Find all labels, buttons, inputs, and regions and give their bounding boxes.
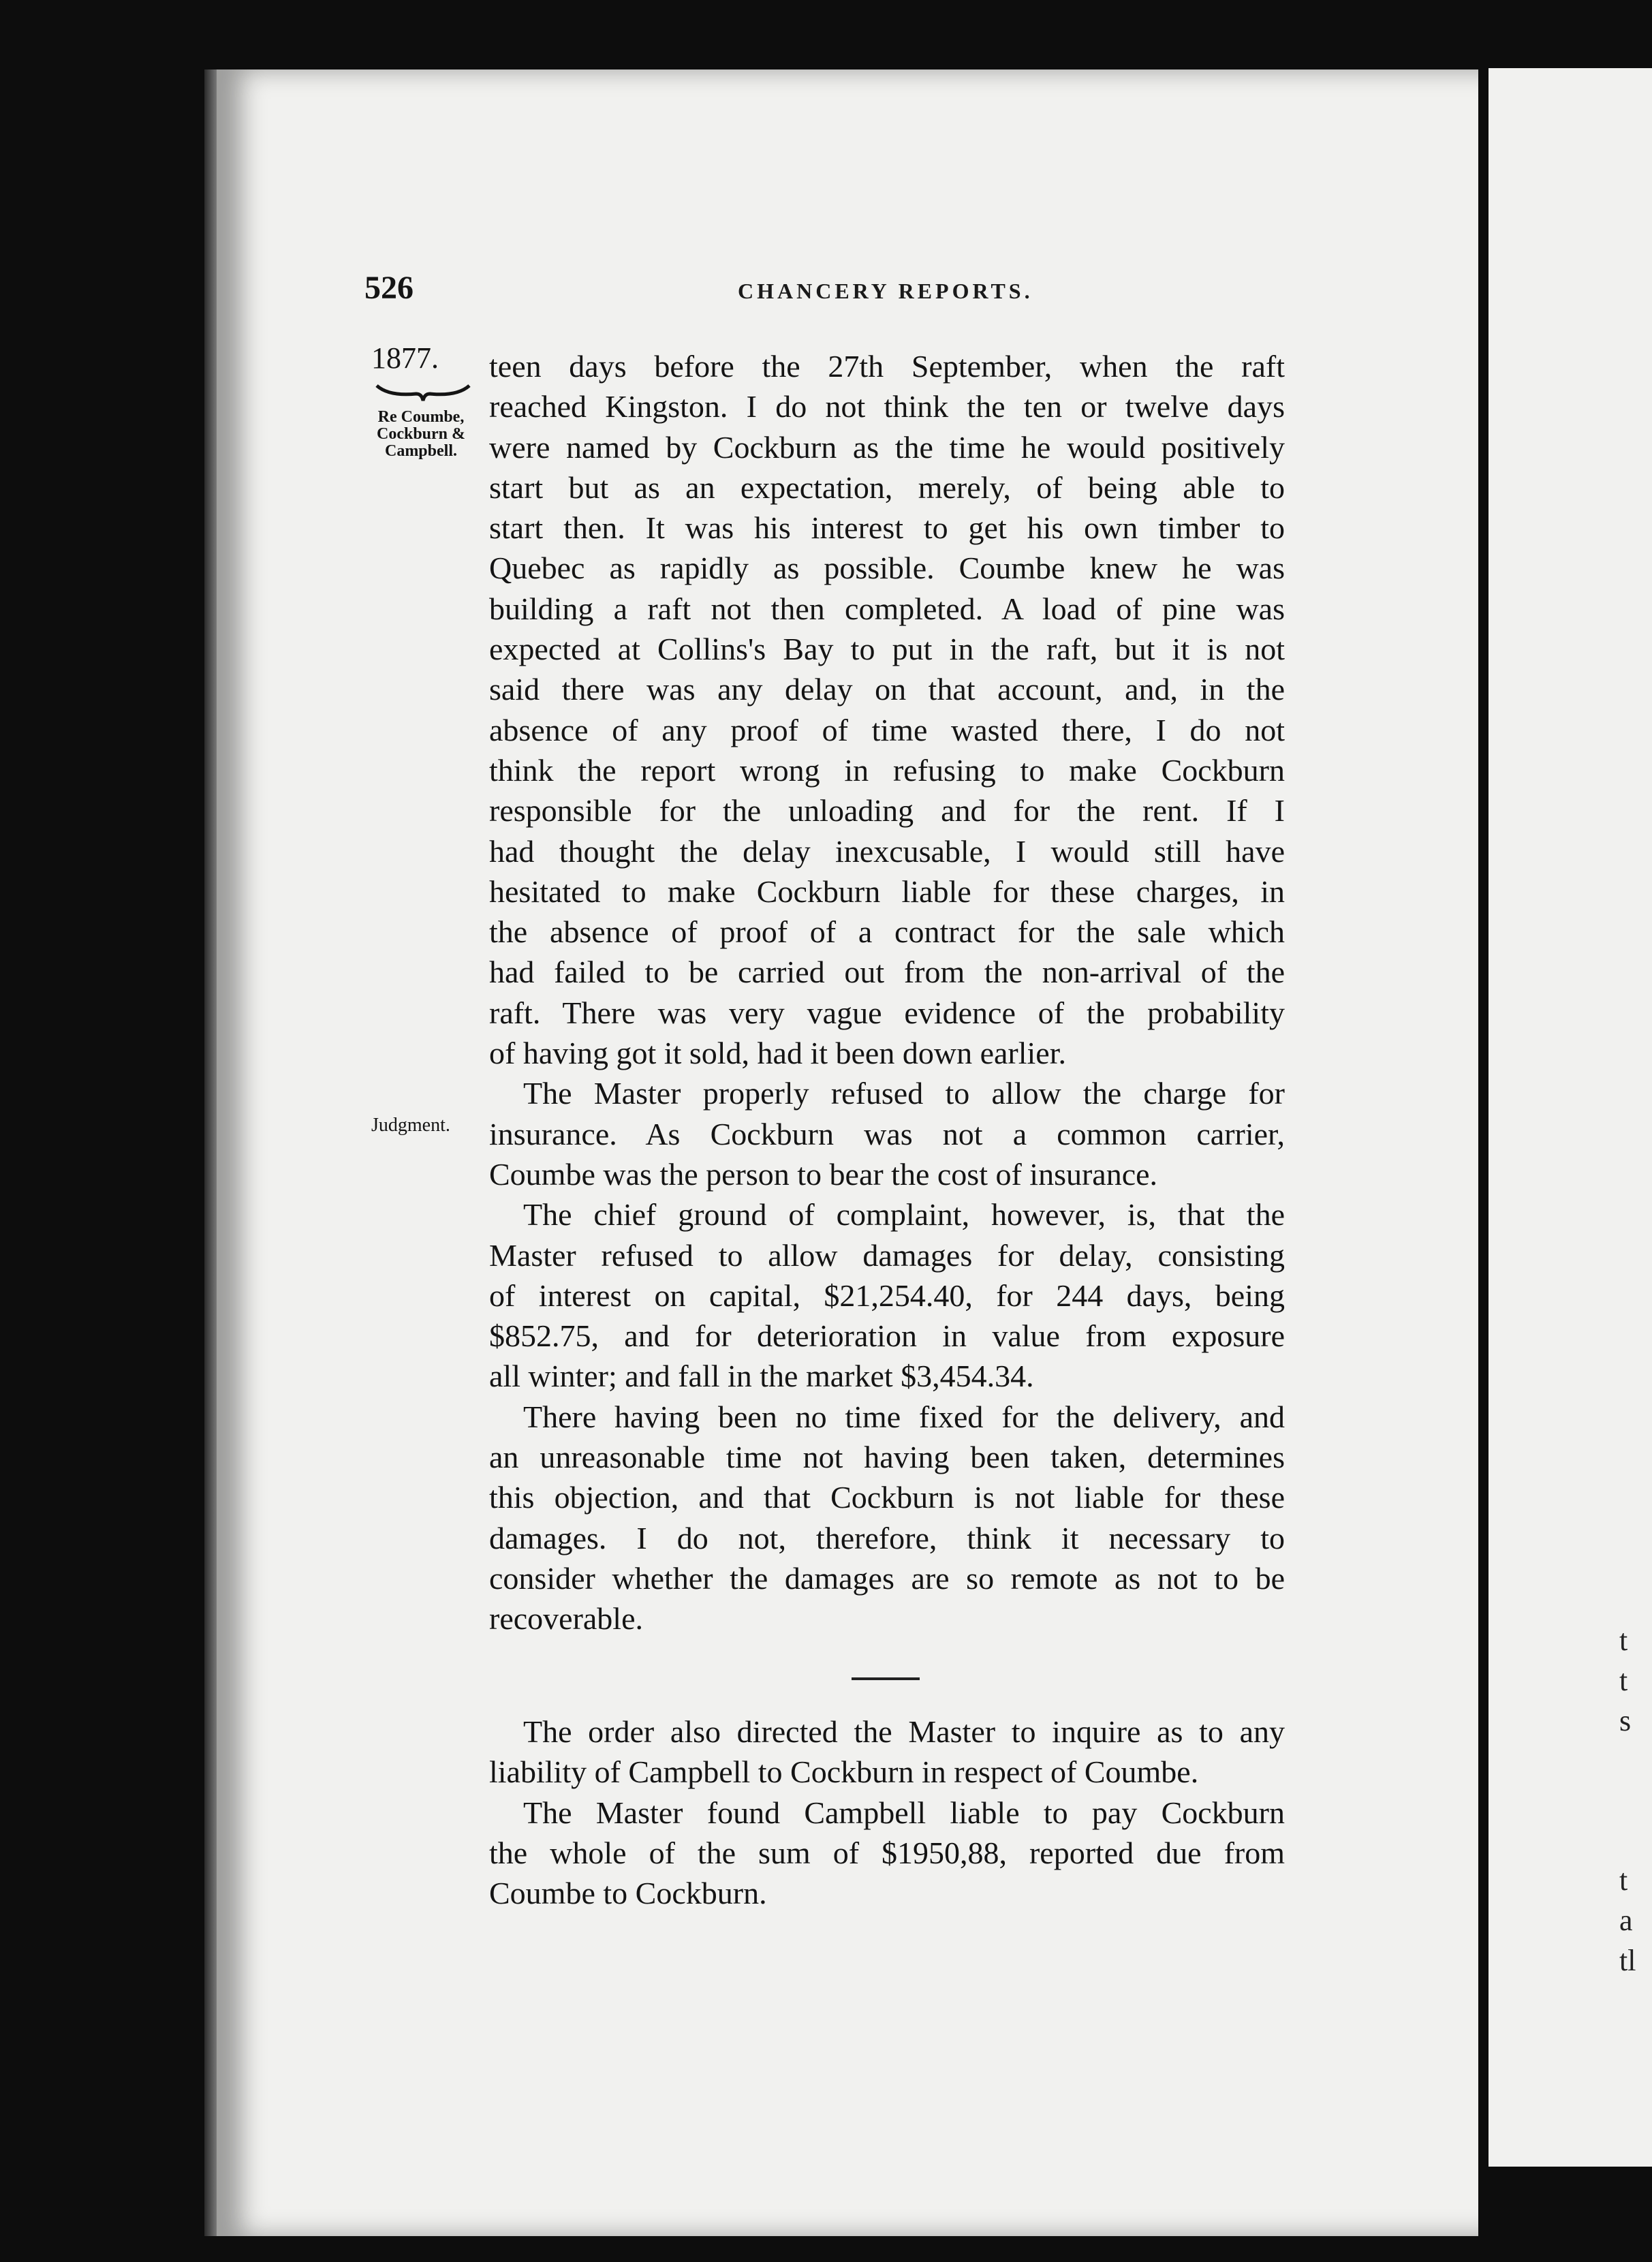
margin-judgment: Judgment. xyxy=(371,1115,450,1136)
text-line: The order also directed the Master to inquire as to any xyxy=(523,1714,1285,1749)
text-line: Coumbe was the person to bear the cost of insurance. xyxy=(489,1156,1158,1192)
text-line: The Master found Campbell liable to pay Cockburn xyxy=(523,1795,1285,1830)
text-line: expected at Collins's Bay to put in the raft, but it is not xyxy=(489,632,1285,667)
text-line: teen days before the 27th September, when the raft xyxy=(489,349,1285,384)
facing-page-fragment: tl xyxy=(1619,1944,1636,1977)
margin-case-line: Cockburn & xyxy=(376,425,466,443)
text-line: were named by Cockburn as the time he would positively xyxy=(489,429,1285,465)
text-line: think the report wrong in refusing to make Cockburn xyxy=(489,752,1285,788)
text-line: insurance. As Cockburn was not a common carrier, xyxy=(489,1116,1285,1151)
text-line: of having got it sold, had it been down earlier. xyxy=(489,1036,1066,1071)
page-number: 526 xyxy=(364,270,414,306)
body-text-continued xyxy=(489,1711,1285,1913)
text-line: hesitated to make Cockburn liable for these charges, in xyxy=(489,873,1285,909)
margin-brace xyxy=(375,382,471,402)
text-line: had failed to be carried out from the non-arrival of the xyxy=(489,955,1285,990)
margin-case-line: Campbell. xyxy=(384,442,457,460)
text-line: start but as an expectation, merely, of being able to xyxy=(489,469,1285,505)
margin-year: 1877. xyxy=(371,341,439,375)
text-line: of interest on capital, $21,254.40, for 244 days, being xyxy=(489,1277,1285,1313)
text-line: $852.75, and for deterioration in value from exposure xyxy=(489,1318,1285,1354)
text-line: absence of any proof of time wasted there, I do not xyxy=(489,712,1285,747)
text-line: reached Kingston. I do not think the ten or twelve days xyxy=(489,389,1285,424)
text-line: liability of Campbell to Cockburn in respect of Coumbe. xyxy=(489,1754,1199,1790)
facing-page-fragment: s xyxy=(1619,1704,1632,1737)
text-line: had thought the delay inexcusable, I would still have xyxy=(489,833,1285,869)
text-line: the absence of proof of a contract for the sale which xyxy=(489,914,1285,950)
text-line: the whole of the sum of $1950,88, reported due from xyxy=(489,1835,1285,1870)
running-head xyxy=(364,269,1318,317)
text-line: damages. I do not, therefore, think it necessary to xyxy=(489,1520,1285,1555)
text-line: Master refused to allow damages for delay, consisting xyxy=(489,1237,1285,1273)
body-text xyxy=(489,346,1285,1639)
text-line: all winter; and fall in the market $3,454.34. xyxy=(489,1359,1034,1394)
text-line: Quebec as rapidly as possible. Coumbe knew he was xyxy=(489,551,1285,586)
running-title: CHANCERY REPORTS. xyxy=(738,279,1033,303)
text-line: raft. There was very vague evidence of the probability xyxy=(489,995,1285,1030)
text-line: recoverable. xyxy=(489,1601,644,1637)
margin-case-line: Re Coumbe, xyxy=(377,408,465,426)
text-line: Coumbe to Cockburn. xyxy=(489,1876,767,1911)
facing-page-edge xyxy=(1489,68,1652,2167)
text-line: an unreasonable time not having been taken, determines xyxy=(489,1440,1285,1475)
section-rule xyxy=(852,1677,920,1680)
text-line: said there was any delay on that account, and, in the xyxy=(489,672,1285,707)
facing-page-fragment: t xyxy=(1619,1863,1628,1897)
text-line: responsible for the unloading and for the rent. If I xyxy=(489,793,1285,828)
facing-page-fragment: a xyxy=(1619,1904,1633,1937)
facing-page-fragment: t xyxy=(1619,1664,1628,1697)
facing-page-fragment: t xyxy=(1619,1624,1628,1657)
text-line: building a raft not then completed. A load of pine was xyxy=(489,591,1285,626)
margin-case-name xyxy=(362,409,480,460)
text-line: consider whether the damages are so remote as not to be xyxy=(489,1560,1285,1596)
text-line: The chief ground of complaint, however, is, that the xyxy=(523,1197,1285,1233)
text-line: There having been no time fixed for the delivery, and xyxy=(523,1399,1285,1434)
text-line: this objection, and that Cockburn is not liable for these xyxy=(489,1480,1285,1515)
text-line: The Master properly refused to allow the charge for xyxy=(523,1076,1285,1111)
text-line: start then. It was his interest to get his own timber to xyxy=(489,510,1285,546)
